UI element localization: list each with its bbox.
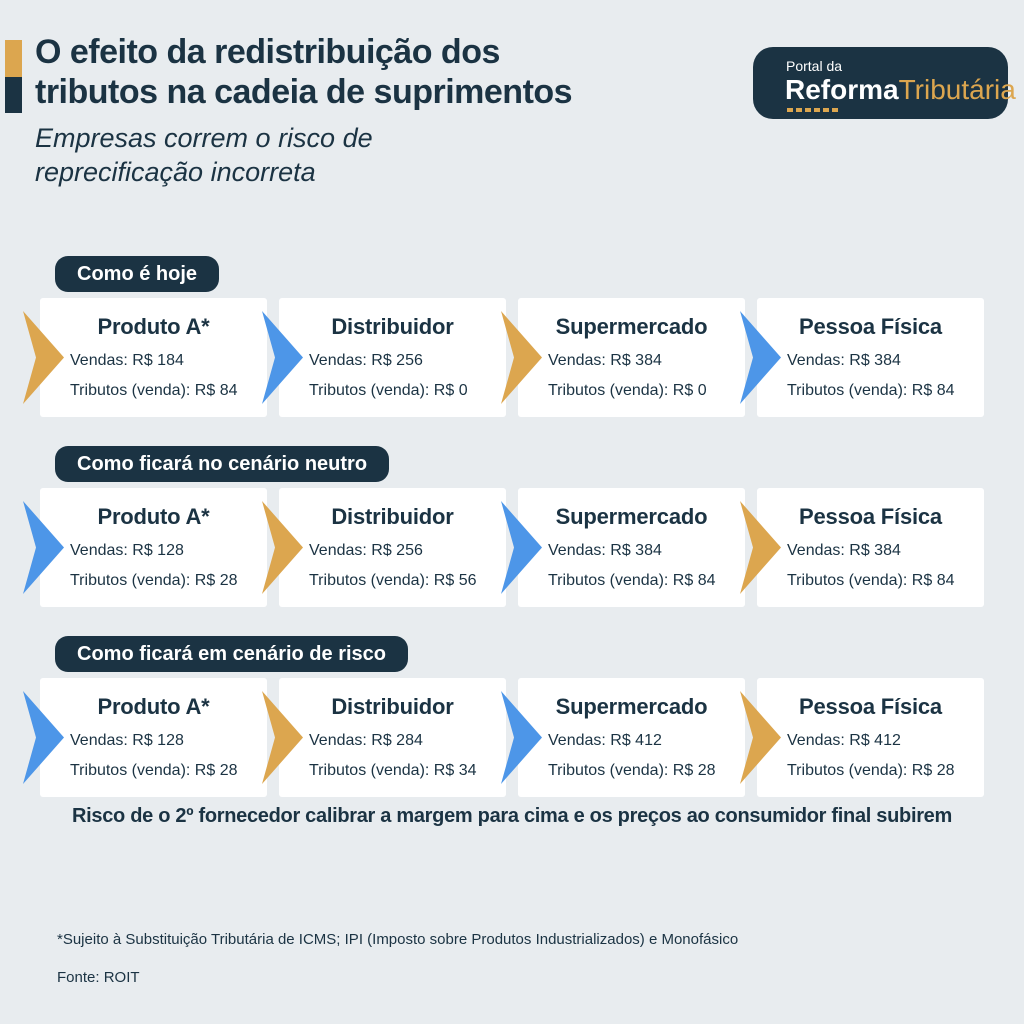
- card-vendas-value: Vendas: R$ 256: [309, 542, 423, 559]
- card-produto-a: [40, 488, 267, 607]
- page-title-line2: tributos na cadeia de suprimentos: [35, 73, 573, 111]
- chevron-right-icon: [22, 311, 64, 404]
- card-vendas-value: Vendas: R$ 284: [309, 732, 423, 749]
- footnote: *Sujeito à Substituição Tributária de ICMS; IPI (Imposto sobre Produtos Industrializados) e Monofásico: [57, 931, 739, 948]
- card-pessoa-fisica: [757, 298, 984, 417]
- card-supermercado: [518, 488, 745, 607]
- chevron-right-icon: [500, 691, 542, 784]
- accent-bar-navy: [5, 77, 22, 114]
- title-accent-bar: [5, 40, 22, 113]
- logo-portal-da-text: Portal da: [786, 58, 843, 74]
- chevron-right-icon: [261, 691, 303, 784]
- cards-row-cenario-neutro: [40, 488, 984, 607]
- page-subtitle: [35, 121, 373, 189]
- chevron-right-icon: [261, 311, 303, 404]
- card-tributos-value: Tributos (venda): R$ 0: [309, 382, 468, 399]
- page-subtitle-line2: reprecificação incorreta: [35, 157, 316, 187]
- source-credit: Fonte: ROIT: [57, 969, 140, 986]
- section-pill-cenario-risco: Como ficará em cenário de risco: [55, 636, 408, 672]
- logo-tributaria-text: Tributária: [898, 74, 1016, 105]
- card-title: Distribuidor: [331, 314, 454, 339]
- card-tributos-value: Tributos (venda): R$ 34: [309, 762, 477, 779]
- chevron-right-icon: [739, 311, 781, 404]
- chevron-right-icon: [22, 501, 64, 594]
- chevron-right-icon: [500, 311, 542, 404]
- card-vendas-value: Vendas: R$ 128: [70, 542, 184, 559]
- cards-row-como-e-hoje: [40, 298, 984, 417]
- section-pill-cenario-neutro: Como ficará no cenário neutro: [55, 446, 389, 482]
- card-title: Supermercado: [555, 504, 708, 529]
- card-vendas-value: Vendas: R$ 256: [309, 352, 423, 369]
- risk-note: Risco de o 2º fornecedor calibrar a margem para cima e os preços ao consumidor final subirem: [71, 805, 952, 827]
- card-vendas-value: Vendas: R$ 384: [548, 352, 662, 369]
- logo-dotted-underline: [787, 108, 839, 112]
- logo-brand-text: [785, 74, 1016, 106]
- card-tributos-value: Tributos (venda): R$ 28: [70, 762, 238, 779]
- card-distribuidor: [279, 678, 506, 797]
- page-title-line1: O efeito da redistribuição dos: [35, 33, 500, 71]
- card-pessoa-fisica: [757, 678, 984, 797]
- card-tributos-value: Tributos (venda): R$ 28: [70, 572, 238, 589]
- card-title: Distribuidor: [331, 504, 454, 529]
- card-title: Pessoa Física: [799, 314, 942, 339]
- card-tributos-value: Tributos (venda): R$ 84: [787, 572, 955, 589]
- card-title: Produto A*: [97, 314, 210, 339]
- card-title: Produto A*: [97, 694, 210, 719]
- logo-reforma-text: Reforma: [785, 74, 899, 105]
- card-distribuidor: [279, 298, 506, 417]
- card-title: Supermercado: [555, 314, 708, 339]
- card-vendas-value: Vendas: R$ 128: [70, 732, 184, 749]
- card-vendas-value: Vendas: R$ 384: [548, 542, 662, 559]
- card-title: Pessoa Física: [799, 504, 942, 529]
- card-produto-a: [40, 678, 267, 797]
- section-pill-como-e-hoje: Como é hoje: [55, 256, 219, 292]
- card-tributos-value: Tributos (venda): R$ 28: [787, 762, 955, 779]
- card-title: Produto A*: [97, 504, 210, 529]
- chevron-right-icon: [22, 691, 64, 784]
- card-tributos-value: Tributos (venda): R$ 84: [548, 572, 716, 589]
- chevron-right-icon: [739, 501, 781, 594]
- card-produto-a: [40, 298, 267, 417]
- card-distribuidor: [279, 488, 506, 607]
- card-pessoa-fisica: [757, 488, 984, 607]
- card-vendas-value: Vendas: R$ 184: [70, 352, 184, 369]
- reforma-tributaria-logo: [753, 47, 1016, 119]
- chevron-right-icon: [500, 501, 542, 594]
- card-supermercado: [518, 298, 745, 417]
- card-tributos-value: Tributos (venda): R$ 0: [548, 382, 707, 399]
- page-title: [35, 32, 572, 112]
- card-vendas-value: Vendas: R$ 384: [787, 352, 901, 369]
- card-vendas-value: Vendas: R$ 412: [787, 732, 901, 749]
- card-vendas-value: Vendas: R$ 384: [787, 542, 901, 559]
- page-subtitle-line1: Empresas correm o risco de: [35, 123, 373, 153]
- card-tributos-value: Tributos (venda): R$ 84: [70, 382, 238, 399]
- card-title: Supermercado: [555, 694, 708, 719]
- card-title: Distribuidor: [331, 694, 454, 719]
- card-tributos-value: Tributos (venda): R$ 56: [309, 572, 477, 589]
- card-vendas-value: Vendas: R$ 412: [548, 732, 662, 749]
- card-supermercado: [518, 678, 745, 797]
- chevron-right-icon: [261, 501, 303, 594]
- card-tributos-value: Tributos (venda): R$ 28: [548, 762, 716, 779]
- card-tributos-value: Tributos (venda): R$ 84: [787, 382, 955, 399]
- chevron-right-icon: [739, 691, 781, 784]
- accent-bar-gold: [5, 40, 22, 77]
- cards-row-cenario-risco: [40, 678, 984, 797]
- card-title: Pessoa Física: [799, 694, 942, 719]
